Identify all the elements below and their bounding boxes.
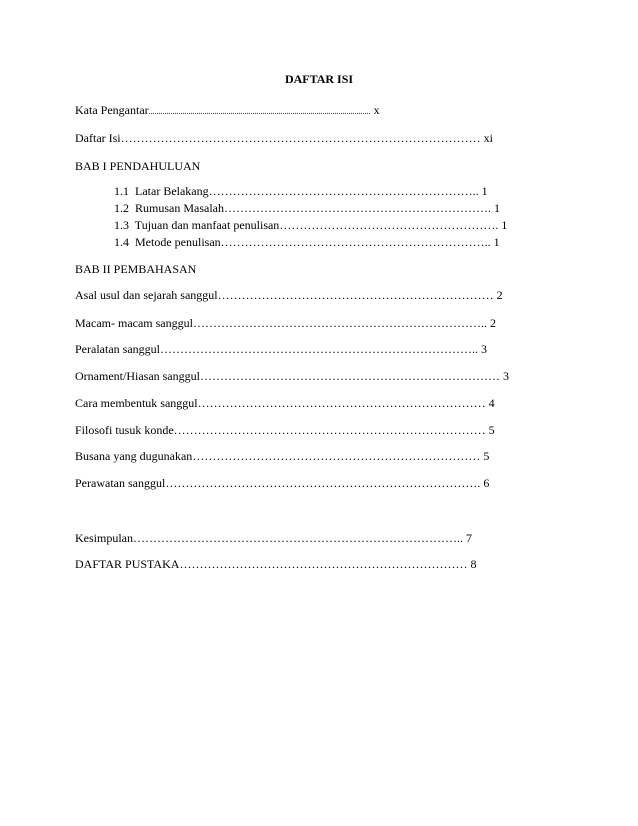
toc-entry-1-1 — [114, 184, 488, 198]
toc-entry-macam — [75, 316, 496, 330]
toc-page: xi — [483, 131, 493, 145]
toc-entry-daftar-isi — [75, 131, 493, 145]
toc-leader: ……………………………………………………………………………… — [120, 131, 481, 145]
toc-page: 2 — [496, 288, 503, 302]
toc-label: Peralatan sanggul — [75, 342, 160, 356]
toc-page: 1 — [481, 184, 488, 198]
toc-entry-kesimpulan — [75, 531, 472, 545]
toc-leader: ……………………………………………………………….. — [192, 316, 487, 330]
toc-page: 5 — [488, 423, 495, 437]
toc-label: Ornament/Hiasan sanggul — [75, 369, 200, 383]
toc-label: 1.2 Rumusan Masalah — [114, 201, 224, 215]
toc-leader: ………………………………………………………….. — [208, 184, 479, 198]
toc-label: Filosofi tusuk konde — [75, 423, 174, 437]
toc-leader: ………………………………………………. — [279, 218, 499, 232]
toc-label: Kata Pengantar — [75, 103, 149, 117]
toc-label: Daftar Isi — [75, 131, 121, 145]
toc-label: Asal usul dan sejarah sanggul — [75, 288, 218, 302]
toc-leader: ……………………………………………………………… — [197, 396, 486, 410]
page-title: DAFTAR ISI — [284, 72, 354, 86]
toc-page: x — [373, 103, 380, 117]
toc-page: 5 — [483, 449, 490, 463]
chapter-heading-bab2: BAB II PEMBAHASAN — [75, 262, 197, 276]
toc-entry-1-4 — [114, 235, 500, 249]
toc-entry-peralatan — [75, 342, 487, 356]
toc-label: 1.4 Metode penulisan — [114, 235, 221, 249]
toc-leader: ............................................................................................................... — [148, 107, 371, 116]
toc-page: 1 — [494, 201, 500, 215]
toc-leader: ………………………………………………………………… — [199, 369, 500, 383]
toc-label: Perawatan sanggul — [75, 476, 166, 490]
toc-page: 4 — [488, 396, 495, 410]
toc-leader: …………………………………………………………………….. — [159, 342, 478, 356]
toc-page: 6 — [483, 476, 490, 490]
toc-entry-asal-usul — [75, 288, 503, 302]
toc-page: 2 — [489, 316, 496, 330]
toc-entry-filosofi — [75, 423, 495, 437]
toc-leader: ……………………………………………………………… — [192, 449, 481, 463]
toc-label: DAFTAR PUSTAKA — [75, 557, 180, 571]
toc-label: Macam- macam sanggul — [75, 316, 193, 330]
toc-entry-cara-membentuk — [75, 396, 495, 410]
toc-page: 3 — [480, 342, 487, 356]
toc-page: 8 — [470, 557, 477, 571]
toc-leader: ……………………………………………………………………. — [165, 476, 481, 490]
toc-label: 1.3 Tujuan dan manfaat penulisan — [114, 218, 280, 232]
toc-label: Kesimpulan — [75, 531, 133, 545]
toc-page: 3 — [502, 369, 509, 383]
toc-entry-1-3 — [114, 218, 507, 232]
toc-label: 1.1 Latar Belakang — [114, 184, 209, 198]
toc-entry-perawatan — [75, 476, 489, 490]
toc-page: 7 — [466, 531, 472, 545]
toc-leader: ………………………………………………………….. — [220, 235, 491, 249]
chapter-heading-bab1: BAB I PENDAHULUAN — [75, 159, 201, 173]
toc-entry-kata-pengantar — [75, 103, 380, 119]
toc-leader: …………………………………………………………. — [224, 201, 491, 215]
toc-leader: …………………………………………………………… — [217, 288, 494, 302]
toc-page: 1 — [501, 218, 508, 232]
toc-entry-1-2 — [114, 201, 500, 215]
toc-leader: ……………………………………………………………………….. — [133, 531, 463, 545]
toc-entry-busana — [75, 449, 489, 463]
toc-label: Cara membentuk sanggul — [75, 396, 198, 410]
toc-page: 1 — [493, 235, 500, 249]
toc-leader: ……………………………………………………………… — [179, 557, 468, 571]
toc-entry-daftar-pustaka — [75, 557, 476, 571]
toc-entry-ornament — [75, 369, 509, 383]
toc-label: Busana yang dugunakan — [75, 449, 193, 463]
toc-leader: …………………………………………………………………… — [173, 423, 486, 437]
